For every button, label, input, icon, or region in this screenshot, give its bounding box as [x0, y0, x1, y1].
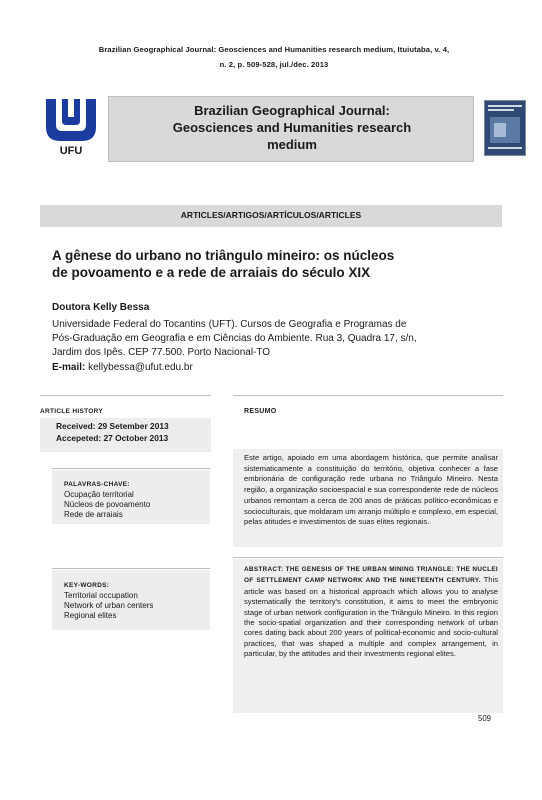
author-email-line	[52, 362, 193, 373]
journal-title	[118, 102, 466, 153]
resumo-divider	[233, 395, 503, 396]
abstract-divider	[233, 557, 503, 558]
section-label: ARTICLES/ARTIGOS/ARTÍCULOS/ARTICLES	[180, 210, 362, 220]
keywords-pt-heading: PALAVRAS-CHAVE:	[64, 481, 130, 488]
history-received: Received: 29 Setember 2013	[56, 421, 169, 431]
author-name: Doutora Kelly Bessa	[52, 302, 150, 313]
resumo-heading: RESUMO	[244, 408, 277, 415]
resumo-text: Este artigo, apoiado em uma abordagem histórica, que permite analisar sistematicamente a constituição do território, objetiva conhecer a fase embrionária de configuração rede urbana no Triângulo Mineiro. Nesta região, a organização socioespacial e sua correspondente rede de núcleos urbanos remontam a cerca de 200 anos de práticas político-econômicas e socioculturais, que moldaram um arranjo múltiplo e complexo, em especial, pelas atitudes e investimentos de suas elites regionais.	[244, 453, 498, 527]
abstract-lead: ABSTRACT: THE GENESIS OF THE URBAN MINING TRIANGLE: THE NUCLEI OF SETTLEMENT CAMP NETWORK AND THE NINETEENTH CENTURY.	[244, 566, 498, 585]
keyword-pt-item: Rede de arraiais	[64, 510, 123, 519]
citation-line-2: n. 2, p. 509-528, jul./dec. 2013	[219, 60, 329, 69]
abstract-text	[244, 564, 498, 660]
keywords-pt-divider	[52, 468, 210, 469]
keyword-pt-item: Núcleos de povoamento	[64, 500, 151, 509]
keyword-en-item: Network of urban centers	[64, 601, 154, 610]
keywords-en-list	[64, 591, 153, 621]
keywords-pt-list	[64, 490, 150, 520]
journal-title-line-3: medium	[267, 137, 317, 152]
email-link[interactable]: kellybessa@ufut.edu.br	[88, 362, 193, 373]
history-heading: ARTICLE HISTORY	[40, 408, 104, 415]
page-number: 509	[478, 714, 492, 723]
abstract-body: This article was based on a historical approach which allows you to analyse systematically the territory's constitution, it aims to meet the embryonic stage of urban network configuration in the Triângulo Mineiro. In this region the socio-spatial organization and their corresponding network of urban cores dating back about 200 years of political-economic and socio-cultural practices, that was shaped a multiple and complex arrangement, in particular, by the attitudes and their investments regional elites.	[244, 575, 498, 659]
article-title-line-1: A gênese do urbano no triângulo mineiro: os núcleos	[52, 248, 395, 263]
article-title	[52, 247, 502, 281]
journal-title-line-2: Geosciences and Humanities research	[172, 120, 412, 135]
author-affiliation	[52, 318, 512, 360]
journal-cover-icon	[484, 100, 526, 156]
affiliation-line-1: Universidade Federal do Tocantins (UFT). Cursos de Geografia e Programas de	[52, 319, 407, 330]
history-divider	[40, 395, 211, 396]
keyword-pt-item: Ocupação territorial	[64, 490, 134, 499]
keywords-en-divider	[52, 568, 210, 569]
affiliation-line-2: Pós-Graduação em Geografia e em Ciências do Ambiente. Rua 3, Quadra 17, s/n,	[52, 333, 417, 344]
affiliation-line-3: Jardim dos Ipês. CEP 77.500. Porto Nacional-TO	[52, 347, 271, 358]
logo-text: UFU	[59, 145, 83, 157]
history-accepted: Accepeted: 27 October 2013	[56, 433, 169, 443]
citation-line-1: Brazilian Geographical Journal: Geosciences and Humanities research medium, Ituiutaba, v. 4,	[98, 45, 450, 54]
email-label: E-mail:	[52, 362, 86, 373]
journal-citation	[40, 42, 508, 72]
keywords-en-heading: KEY-WORDS:	[64, 582, 110, 589]
keyword-en-item: Territorial occupation	[64, 591, 138, 600]
article-title-line-2: de povoamento e a rede de arraiais do século XIX	[52, 265, 371, 280]
journal-title-line-1: Brazilian Geographical Journal:	[194, 103, 390, 118]
ufu-logo-icon	[40, 97, 102, 159]
keyword-en-item: Regional elites	[64, 611, 117, 620]
